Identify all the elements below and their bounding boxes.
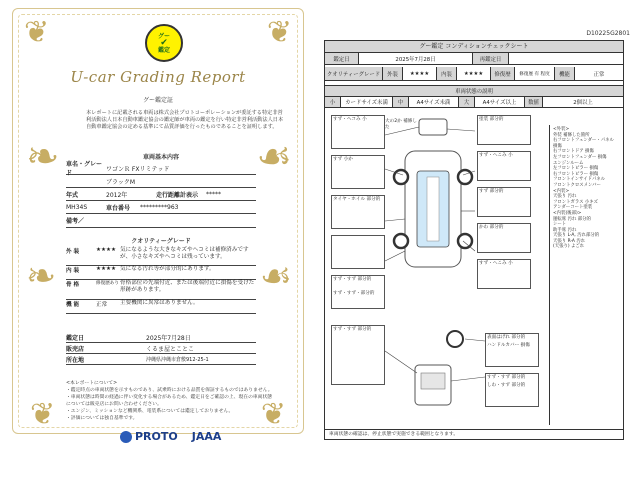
ornament-top-left: ❦	[24, 15, 50, 50]
vin-label: 車台番号	[106, 204, 131, 212]
legend-line: フロントクロスメンバー	[553, 182, 601, 188]
proto-logo-icon	[120, 431, 132, 443]
damage-label: すず 小か	[333, 157, 353, 162]
damage-label: タイヤ・ホイル 部分的	[333, 197, 381, 202]
legend-line: 右フロントピラー 損傷	[553, 171, 599, 177]
legend-line: <外装>	[553, 127, 570, 132]
legend-line: 右フロントフェンダー・パネル 損傷	[553, 138, 614, 149]
legend-line: 左フロントピラー 損傷	[553, 166, 599, 172]
certificate-intro: 本レポートに記載される車両は株式会社プロトコーポレーションが委託する特定非営利活動法人日本自動車鑑定協会の鑑定師が車両の鑑定を行い特定非営利活動法人日本自動車鑑定協会の定める基準にて品質評価を行ったものであることを証明します。	[86, 110, 284, 130]
exterior-value: ★★★★	[403, 67, 437, 80]
damage-label: すず・すず・部分的	[333, 291, 375, 296]
model-row	[66, 162, 256, 175]
interior-value: ★★★★	[457, 67, 491, 80]
ornament-bottom-right: ❦	[260, 397, 286, 432]
logo-bar	[120, 430, 221, 443]
grade-label: クオリティーグレード	[325, 67, 383, 80]
legend-line: 助手席 汚れ	[553, 227, 577, 233]
vin-row	[66, 201, 256, 214]
mileage-value: *****	[206, 190, 221, 198]
legend-line: エンジンルーム	[553, 160, 584, 166]
ornament-top-right: ❦	[266, 15, 292, 50]
quality-stars: ★★★★	[96, 266, 117, 272]
legend-line: 天張り 汚れ	[553, 194, 577, 200]
legend-line: フロントインサイドパネル	[553, 177, 606, 183]
legend-line: 運転席 汚れ 部分的	[553, 216, 591, 222]
quality-label: 骨 格	[66, 282, 80, 288]
quality-stars: 正常	[96, 302, 108, 308]
proto-logo-text: PROTO	[135, 430, 178, 443]
legend-line: <内装>	[553, 188, 570, 194]
count-label: 数値	[525, 97, 543, 107]
damage-box	[331, 235, 385, 269]
damage-label: ハンドルカバー 損傷	[487, 343, 530, 348]
ornament-right-low: ☙	[259, 256, 292, 297]
jaaa-logo: JAAA	[191, 430, 222, 443]
steering-wheel-icon	[447, 331, 463, 347]
legend-line: 左フロントフェンダー 損傷	[553, 154, 607, 160]
quality-desc: 主要機関に異常はありません。	[120, 300, 199, 306]
date-row	[66, 332, 256, 343]
certificate-title: U-car Grading Report	[70, 68, 246, 86]
address-value: 沖縄県沖縄市倉敷912-25-1	[146, 356, 209, 363]
damage-label: 塗装 部分的	[479, 117, 504, 122]
wheel-rear-right	[458, 234, 472, 248]
badge-line2: 鑑定	[157, 46, 170, 54]
function-value: 正常	[593, 71, 605, 78]
ornament-bottom-left: ❦	[30, 397, 56, 432]
damage-label: すず・すず 部分的	[333, 277, 372, 282]
damage-label: しわ・すず 部分的	[487, 383, 526, 388]
ornament-right-mid: ☙	[256, 134, 292, 180]
ornament-left-mid: ❧	[26, 134, 60, 180]
model-code: MH34S	[66, 203, 88, 211]
proto-logo	[120, 430, 178, 443]
damage-label: 大の2か 補修した	[385, 119, 417, 130]
recheck-date-value	[509, 53, 623, 64]
legend-line: 外装 補修した箇所	[553, 132, 590, 138]
ornament-left-low: ❧	[26, 256, 57, 297]
quality-stars: 修復歴あり	[96, 281, 119, 286]
quality-row-frame	[66, 280, 256, 300]
date-label: 鑑定日	[66, 334, 85, 342]
legend-line: 右フロントドア 損傷	[553, 149, 594, 155]
quality-label: 機 能	[66, 302, 80, 308]
sheet-footnote: 車両状態の確認は、停止状態で実施できる範囲となります。	[325, 429, 623, 439]
color-row	[66, 175, 256, 188]
car-roof	[427, 177, 439, 241]
size-legend-row	[325, 97, 623, 108]
store-row	[66, 343, 256, 354]
year-label: 年式	[66, 191, 79, 199]
size-small-label: 小	[325, 97, 341, 107]
quality-desc: 骨格部位の先端付近、または後端付近に損傷を受けた形跡があります。	[120, 280, 255, 293]
damage-label: すず 部分的	[479, 189, 504, 194]
legend-line: シート	[553, 222, 567, 228]
legend-line: 天張り L-A, 汚れ部分的	[553, 233, 600, 239]
quality-desc: 気になるような大きなキズやヘコミは補修済みですが、小さなキズやヘコミは残っています。	[120, 247, 249, 260]
damage-label: かわ 部分的	[479, 225, 504, 230]
size-medium-desc: A4サイズ未満	[409, 97, 459, 107]
model-label: 車名・グレード	[66, 161, 103, 177]
note-item: ・エンジン、ミッションなど機関系、電装系については鑑定しておりません。	[66, 409, 234, 414]
goo-kantei-badge	[145, 24, 183, 62]
date-table-row	[325, 53, 623, 65]
model-value: ワゴンＲ FXリミテッド	[106, 165, 170, 173]
state-title: 車両状態の説明	[455, 89, 493, 95]
check-icon: ✔	[160, 37, 168, 48]
car-front-view	[419, 119, 447, 135]
vin-value: *********963	[140, 203, 179, 211]
damage-label: すず・ヘコみ 小	[333, 117, 367, 122]
damage-label: すず・すず 部分的	[333, 327, 372, 332]
leader-lines	[385, 127, 485, 381]
date-value: 2025年7月28日	[146, 334, 191, 342]
repair-value: 修復歴 有 程度	[515, 67, 555, 80]
damage-label: すず・すず 部分的	[487, 375, 526, 380]
note-item: ・車両状態は時間の経過に伴い変化する場合があるため、鑑定日をご確認の上、現在の車両状態については販売店にお問い合わせください。	[66, 395, 273, 407]
store-value: くるま屋とことこ	[146, 345, 195, 353]
quality-label: 外 装	[66, 249, 80, 255]
remarks-label: 備考／	[66, 218, 85, 225]
legend-line: (天張り) よごれ	[553, 244, 585, 250]
recheck-date-label: 再鑑定日	[473, 53, 509, 64]
document-id: D10225G2801	[586, 30, 630, 37]
damage-label: すず・へこみ 小	[479, 261, 513, 266]
count-desc: 2個以上	[573, 100, 593, 106]
wheel-front-right	[458, 170, 472, 184]
state-title-row	[325, 85, 623, 97]
mileage-label: 走行距離計表示	[156, 191, 199, 199]
note-item: ・鑑定時点の車両状態を示すものであり、試乗時における品質を保証するものではありません。	[66, 388, 273, 393]
certificate-subtitle: グー鑑定証	[142, 97, 173, 104]
function-label: 機能	[555, 67, 575, 80]
year-value: 2012年	[106, 191, 128, 199]
note-item: ・評価については独自基準です。	[66, 416, 138, 421]
quality-section-title: クオリティーグレード	[131, 238, 191, 245]
wheel-front-left	[394, 170, 408, 184]
badge-line1: グー	[157, 32, 170, 40]
size-small-desc: カードサイズ未満	[341, 97, 393, 107]
color-value: ブラックM	[106, 178, 136, 186]
legend-line: フロントガラス 小キズ	[553, 199, 598, 205]
quality-row-exterior	[66, 247, 256, 266]
address-label: 所在地	[66, 356, 85, 364]
sheet-date-value: 2025年7月28日	[359, 53, 473, 64]
repair-label: 修復歴	[491, 67, 515, 80]
damage-box	[331, 325, 385, 385]
vehicle-section-title: 車両基本内容	[142, 154, 179, 161]
quality-row-function	[66, 300, 256, 314]
size-large-label: 大	[459, 97, 475, 107]
quality-row-interior	[66, 266, 256, 280]
legend-line: アンダーコート塗装	[553, 205, 593, 211]
grading-certificate	[2, 2, 314, 476]
damage-label: すず・へこみ 小	[479, 153, 513, 158]
exterior-label: 外装	[383, 67, 403, 80]
store-label: 販売店	[66, 345, 85, 353]
size-large-desc: A4サイズ以上	[475, 97, 525, 107]
interior-label: 内装	[437, 67, 457, 80]
size-medium-label: 中	[393, 97, 409, 107]
damage-legend	[549, 125, 619, 425]
address-row	[66, 354, 256, 365]
legend-line: 天張り R-A 汚れ	[553, 238, 586, 244]
damage-label: 表面はげれ 部分的	[487, 335, 526, 340]
quality-stars: ★★★★	[96, 247, 117, 253]
quality-desc: 気になる汚れ等が部分的にあります。	[120, 266, 215, 272]
sheet-header: グー鑑定 コンディションチェックシート	[325, 41, 623, 53]
wheel-rear-left	[394, 234, 408, 248]
grade-table-row	[325, 67, 623, 81]
certificate-notes	[66, 380, 276, 422]
rear-window	[421, 373, 445, 389]
sheet-date-label: 鑑定日	[325, 53, 359, 64]
legend-line: <内装(後部)>	[553, 210, 582, 216]
condition-check-sheet	[324, 40, 624, 440]
year-row	[66, 188, 256, 201]
quality-label: 内 装	[66, 268, 80, 274]
notes-title: <本レポートについて>	[66, 381, 118, 386]
remarks-row	[66, 214, 256, 228]
